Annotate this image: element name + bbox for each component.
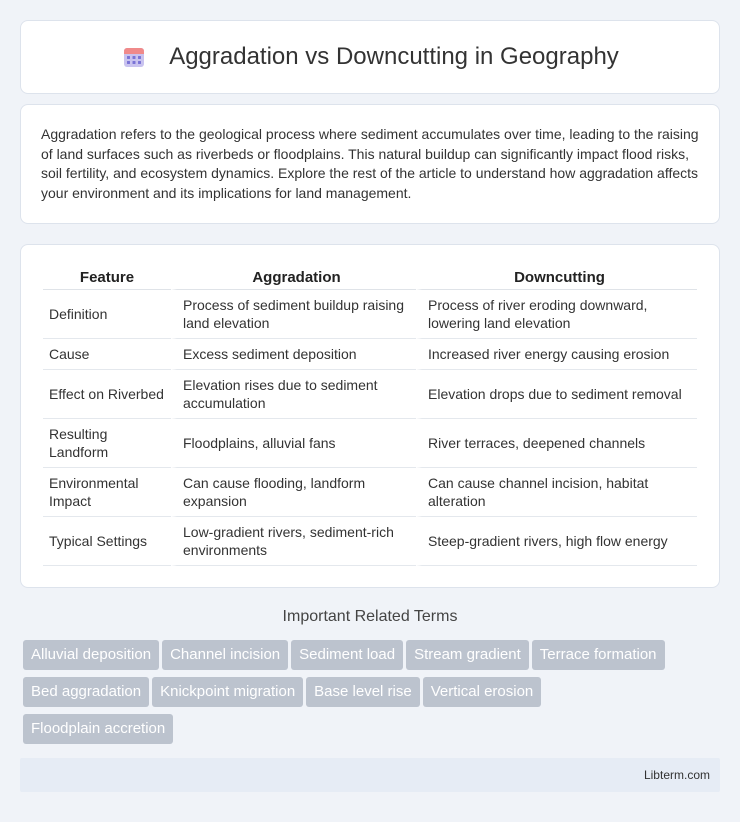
comparison-table-card bbox=[20, 244, 720, 588]
related-term-tag[interactable]: Terrace formation bbox=[532, 640, 665, 670]
related-terms-list bbox=[23, 640, 723, 751]
table-cell: River terraces, deepened channels bbox=[416, 419, 697, 468]
table-cell: Environmental Impact bbox=[43, 468, 171, 517]
intro-text: Aggradation refers to the geological process where sediment accumulates over time, leading to the raising of land surfaces such as riverbeds or floodplains. This natural buildup can significantly impact flood risks, soil fertility, and ecosystem dynamics. Explore the rest of the article to understand how aggradation affects your environment and its implications for land management. bbox=[41, 126, 699, 201]
comparison-table bbox=[43, 267, 697, 566]
table-cell: Steep-gradient rivers, high flow energy bbox=[416, 517, 697, 566]
table-cell: Floodplains, alluvial fans bbox=[171, 419, 416, 468]
related-term-tag[interactable]: Knickpoint migration bbox=[152, 677, 303, 707]
table-cell: Low-gradient rivers, sediment-rich environments bbox=[171, 517, 416, 566]
related-term-tag[interactable]: Alluvial deposition bbox=[23, 640, 159, 670]
related-term-tag[interactable]: Base level rise bbox=[306, 677, 420, 707]
footer bbox=[20, 758, 720, 792]
table-row bbox=[43, 419, 697, 468]
column-header-downcutting: Downcutting bbox=[416, 267, 697, 290]
column-header-feature: Feature bbox=[43, 267, 171, 290]
building-icon bbox=[121, 44, 147, 70]
table-cell: Process of river eroding downward, lowering land elevation bbox=[416, 290, 697, 339]
related-term-tag[interactable]: Bed aggradation bbox=[23, 677, 149, 707]
table-row bbox=[43, 468, 697, 517]
related-terms-title: Important Related Terms bbox=[282, 608, 458, 625]
table-cell: Cause bbox=[43, 339, 171, 370]
table-cell: Definition bbox=[43, 290, 171, 339]
table-row bbox=[43, 370, 697, 419]
table-row bbox=[43, 517, 697, 566]
table-header-row bbox=[43, 267, 697, 290]
table-cell: Elevation drops due to sediment removal bbox=[416, 370, 697, 419]
table-cell: Resulting Landform bbox=[43, 419, 171, 468]
page-title: Aggradation vs Downcutting in Geography bbox=[169, 43, 619, 70]
related-term-tag[interactable]: Floodplain accretion bbox=[23, 714, 173, 744]
column-header-aggradation: Aggradation bbox=[171, 267, 416, 290]
table-cell: Process of sediment buildup raising land elevation bbox=[171, 290, 416, 339]
related-term-tag[interactable]: Sediment load bbox=[291, 640, 403, 670]
table-cell: Can cause flooding, landform expansion bbox=[171, 468, 416, 517]
related-term-tag[interactable]: Stream gradient bbox=[406, 640, 529, 670]
table-row bbox=[43, 339, 697, 370]
table-cell: Increased river energy causing erosion bbox=[416, 339, 697, 370]
title-card bbox=[20, 20, 720, 94]
table-cell: Excess sediment deposition bbox=[171, 339, 416, 370]
related-term-tag[interactable]: Channel incision bbox=[162, 640, 288, 670]
footer-site-link[interactable]: Libterm.com bbox=[643, 768, 710, 782]
table-cell: Can cause channel incision, habitat alteration bbox=[416, 468, 697, 517]
related-term-tag[interactable]: Vertical erosion bbox=[423, 677, 542, 707]
table-cell: Effect on Riverbed bbox=[43, 370, 171, 419]
table-cell: Typical Settings bbox=[43, 517, 171, 566]
table-row bbox=[43, 290, 697, 339]
intro-card bbox=[20, 104, 720, 224]
table-cell: Elevation rises due to sediment accumulation bbox=[171, 370, 416, 419]
